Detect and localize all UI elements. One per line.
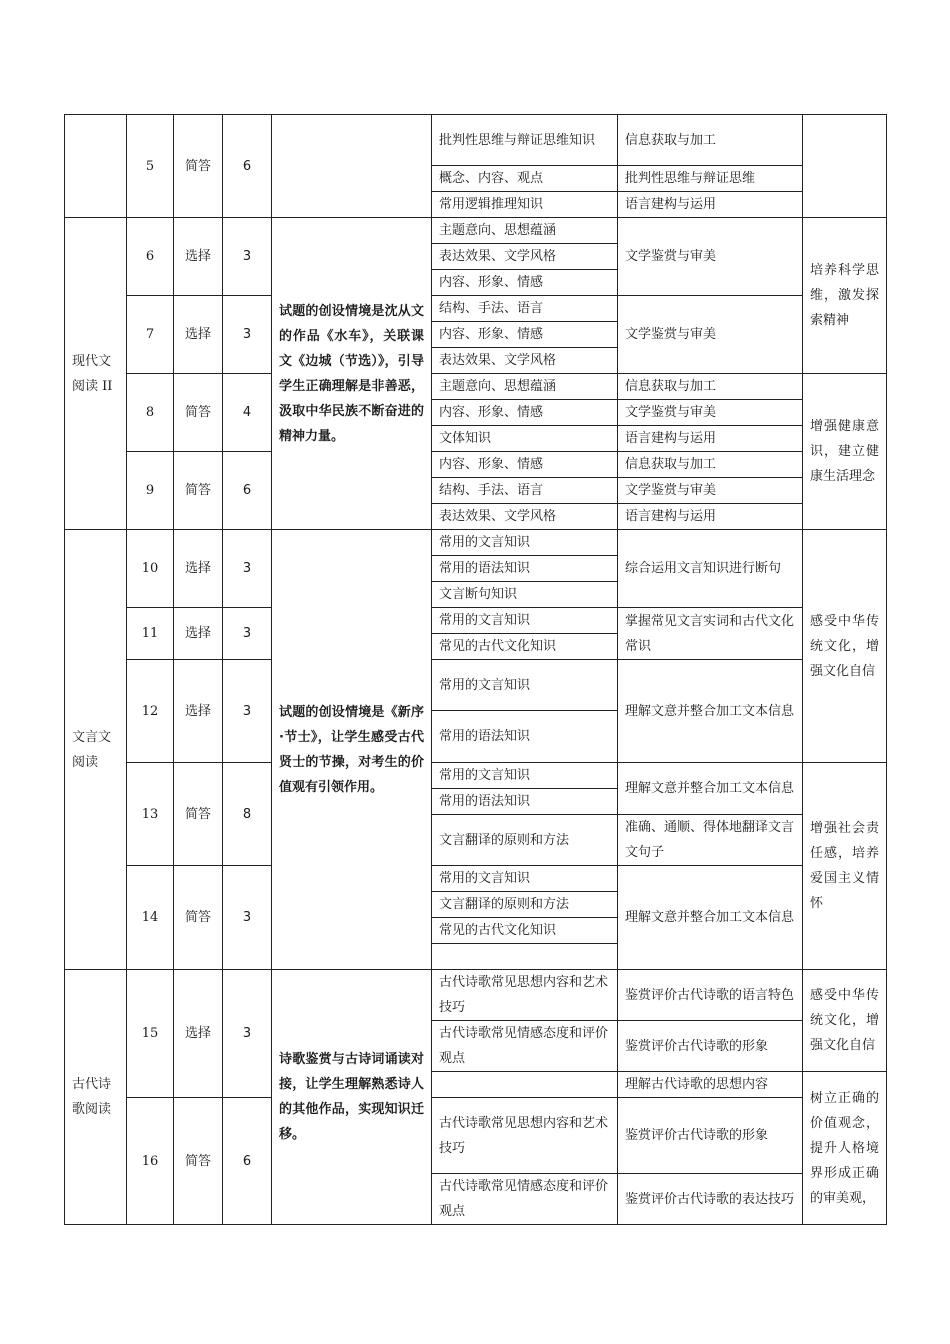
knowledge-cell: 结构、手法、语言 [432, 478, 618, 504]
question-type: 简答 [174, 866, 223, 970]
question-type: 选择 [174, 608, 223, 660]
knowledge-cell: 主题意向、思想蕴涵 [432, 374, 618, 400]
knowledge-cell: 文言翻译的原则和方法 [432, 892, 618, 918]
goal-cell: 感受中华传统文化，增强文化自信 [803, 530, 887, 763]
knowledge-cell: 常用的文言知识 [432, 763, 618, 789]
ability-cell: 理解文意并整合加工文本信息 [618, 763, 803, 815]
ability-cell: 文学鉴赏与审美 [618, 400, 803, 426]
question-type: 简答 [174, 1098, 223, 1225]
context-cell: 试题的创设情境是沈从文的作品《水车》，关联课文《边城（节选）》，引导学生正确理解是非善恶，汲取中华民族不断奋进的精神力量。 [272, 218, 432, 530]
context-cell [272, 115, 432, 218]
question-number: 5 [127, 115, 174, 218]
knowledge-cell: 内容、形象、情感 [432, 322, 618, 348]
question-type: 选择 [174, 530, 223, 608]
knowledge-cell: 表达效果、文学风格 [432, 244, 618, 270]
knowledge-cell: 常用的语法知识 [432, 556, 618, 582]
knowledge-cell: 常用的语法知识 [432, 711, 618, 763]
question-number: 8 [127, 374, 174, 452]
ability-cell: 理解文意并整合加工文本信息 [618, 866, 803, 970]
ability-cell: 批判性思维与辩证思维 [618, 166, 803, 192]
question-score: 6 [223, 1098, 272, 1225]
knowledge-cell: 常用的文言知识 [432, 866, 618, 892]
ability-cell: 鉴赏评价古代诗歌的形象 [618, 1021, 803, 1072]
goal-cell: 培养科学思维，激发探索精神 [803, 218, 887, 374]
knowledge-cell: 古代诗歌常见情感态度和评价观点 [432, 1174, 618, 1225]
ability-cell: 语言建构与运用 [618, 192, 803, 218]
goal-cell [803, 115, 887, 218]
knowledge-cell: 常用的文言知识 [432, 608, 618, 634]
question-score: 3 [223, 866, 272, 970]
question-type: 选择 [174, 660, 223, 763]
ability-cell: 文学鉴赏与审美 [618, 218, 803, 296]
question-score: 3 [223, 608, 272, 660]
ability-cell: 综合运用文言知识进行断句 [618, 530, 803, 608]
ability-cell: 文学鉴赏与审美 [618, 296, 803, 374]
ability-cell: 准确、通顺、得体地翻译文言文句子 [618, 815, 803, 866]
question-number: 13 [127, 763, 174, 866]
question-score: 4 [223, 374, 272, 452]
section-label: 文言文阅读 [65, 530, 127, 970]
question-number: 16 [127, 1098, 174, 1225]
question-score: 3 [223, 218, 272, 296]
knowledge-cell: 古代诗歌常见情感态度和评价观点 [432, 1021, 618, 1072]
ability-cell: 掌握常见文言实词和古代文化常识 [618, 608, 803, 660]
question-score: 6 [223, 452, 272, 530]
ability-cell: 鉴赏评价古代诗歌的表达技巧 [618, 1174, 803, 1225]
section-label: 现代文阅读 II [65, 218, 127, 530]
ability-cell: 语言建构与运用 [618, 504, 803, 530]
knowledge-cell: 表达效果、文学风格 [432, 348, 618, 374]
section-cell [65, 115, 127, 218]
knowledge-cell: 主题意向、思想蕴涵 [432, 218, 618, 244]
ability-cell: 信息获取与加工 [618, 374, 803, 400]
ability-cell: 理解文意并整合加工文本信息 [618, 660, 803, 763]
knowledge-cell: 古代诗歌常见思想内容和艺术技巧 [432, 970, 618, 1021]
knowledge-cell: 文言断句知识 [432, 582, 618, 608]
question-type: 选择 [174, 218, 223, 296]
knowledge-cell: 概念、内容、观点 [432, 166, 618, 192]
knowledge-cell: 常用逻辑推理知识 [432, 192, 618, 218]
question-score: 3 [223, 530, 272, 608]
knowledge-cell: 常用的语法知识 [432, 789, 618, 815]
knowledge-cell: 批判性思维与辩证思维知识 [432, 115, 618, 166]
context-cell: 诗歌鉴赏与古诗词诵读对接，让学生理解熟悉诗人的其他作品，实现知识迁移。 [272, 970, 432, 1225]
knowledge-cell: 结构、手法、语言 [432, 296, 618, 322]
ability-cell: 理解古代诗歌的思想内容 [618, 1072, 803, 1098]
ability-cell: 信息获取与加工 [618, 452, 803, 478]
ability-cell: 信息获取与加工 [618, 115, 803, 166]
knowledge-cell: 常见的古代文化知识 [432, 918, 618, 944]
question-type: 简答 [174, 452, 223, 530]
knowledge-cell: 常见的古代文化知识 [432, 634, 618, 660]
question-score: 3 [223, 970, 272, 1098]
context-cell: 试题的创设情境是《新序·节士》，让学生感受古代贤士的节操，对考生的价值观有引领作用。 [272, 530, 432, 970]
question-type: 选择 [174, 970, 223, 1098]
knowledge-cell: 常用的文言知识 [432, 530, 618, 556]
question-number: 7 [127, 296, 174, 374]
question-score: 8 [223, 763, 272, 866]
knowledge-cell: 古代诗歌常见思想内容和艺术技巧 [432, 1098, 618, 1174]
knowledge-cell: 文体知识 [432, 426, 618, 452]
question-type: 选择 [174, 296, 223, 374]
question-score: 6 [223, 115, 272, 218]
ability-cell: 鉴赏评价古代诗歌的语言特色 [618, 970, 803, 1021]
knowledge-cell: 文言翻译的原则和方法 [432, 815, 618, 866]
goal-cell: 增强健康意识，建立健康生活理念 [803, 374, 887, 530]
question-number: 9 [127, 452, 174, 530]
ability-cell: 语言建构与运用 [618, 426, 803, 452]
knowledge-cell: 内容、形象、情感 [432, 452, 618, 478]
question-number: 10 [127, 530, 174, 608]
knowledge-cell: 常用的文言知识 [432, 660, 618, 711]
question-number: 6 [127, 218, 174, 296]
question-score: 3 [223, 296, 272, 374]
goal-cell: 感受中华传统文化，增强文化自信 [803, 970, 887, 1072]
knowledge-cell: 内容、形象、情感 [432, 270, 618, 296]
exam-analysis-table [64, 114, 887, 1225]
question-type: 简答 [174, 374, 223, 452]
knowledge-cell: 表达效果、文学风格 [432, 504, 618, 530]
question-number: 12 [127, 660, 174, 763]
section-label: 古代诗歌阅读 [65, 970, 127, 1225]
question-type: 简答 [174, 115, 223, 218]
knowledge-cell: 内容、形象、情感 [432, 400, 618, 426]
question-score: 3 [223, 660, 272, 763]
knowledge-cell [432, 1072, 618, 1098]
question-number: 11 [127, 608, 174, 660]
question-type: 简答 [174, 763, 223, 866]
goal-cell: 树立正确的价值观念，提升人格境界形成正确的审美观， [803, 1072, 887, 1225]
question-number: 14 [127, 866, 174, 970]
ability-cell: 文学鉴赏与审美 [618, 478, 803, 504]
knowledge-cell [432, 944, 618, 970]
ability-cell: 鉴赏评价古代诗歌的形象 [618, 1098, 803, 1174]
goal-cell: 增强社会责任感，培养爱国主义情怀 [803, 763, 887, 970]
question-number: 15 [127, 970, 174, 1098]
